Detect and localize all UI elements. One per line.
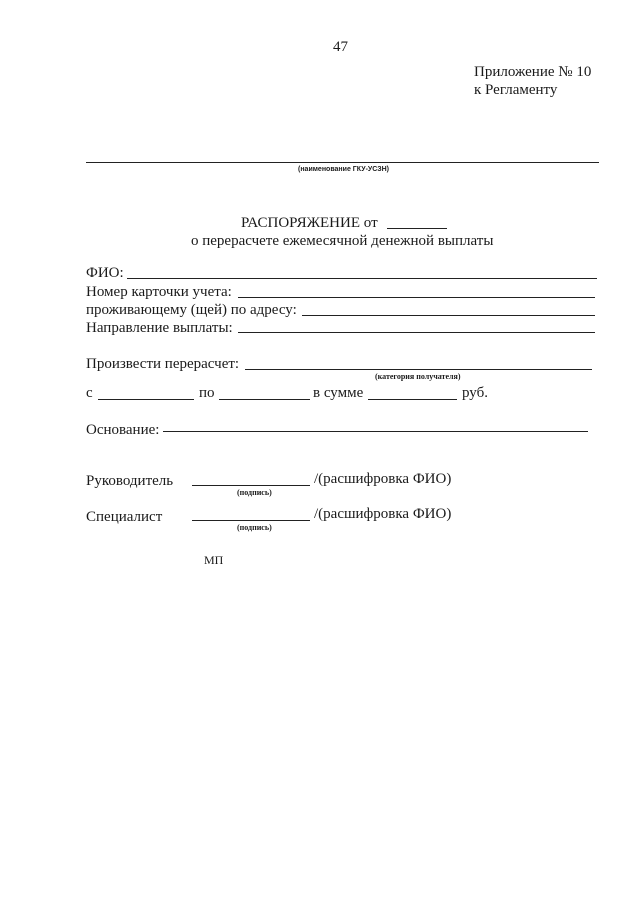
from-line [98,399,194,400]
recalc-label: Произвести перерасчет: [86,356,240,372]
document-subtitle: о перерасчете ежемесячной денежной выплаты [191,233,494,249]
date-line [387,228,447,229]
from-label: с [86,385,93,401]
specialist-decode: /(расшифровка ФИО) [314,506,452,522]
appendix-number: Приложение № 10 [474,64,592,80]
address-line [302,315,595,316]
recipient-category-caption: (категория получателя) [375,372,461,381]
fio-label: ФИО: [86,265,124,281]
card-number-label: Номер карточки учета: [86,284,232,300]
basis-line [163,431,588,432]
appendix-regulation: к Регламенту [474,82,558,98]
basis-label: Основание: [86,422,160,438]
specialist-signature-line [192,520,310,521]
specialist-signature-caption: (подпись) [237,523,272,532]
document-title: РАСПОРЯЖЕНИЕ от [241,215,378,231]
head-decode: /(расшифровка ФИО) [314,471,452,487]
sum-label: в сумме [313,385,364,401]
direction-label: Направление выплаты: [86,320,233,336]
stamp-place: МП [204,553,224,567]
to-label: по [199,385,215,401]
page-number: 47 [333,39,348,55]
recalc-line [245,369,592,370]
organization-line [86,162,599,163]
head-label: Руководитель [86,473,174,489]
fio-line [127,278,597,279]
currency-label: руб. [462,385,488,401]
to-line [219,399,310,400]
specialist-label: Специалист [86,509,163,525]
head-signature-caption: (подпись) [237,488,272,497]
card-number-line [238,297,595,298]
address-label: проживающему (щей) по адресу: [86,302,297,318]
organization-caption: (наименование ГКУ-УСЗН) [298,166,389,173]
sum-line [368,399,457,400]
head-signature-line [192,485,310,486]
direction-line [238,332,595,333]
